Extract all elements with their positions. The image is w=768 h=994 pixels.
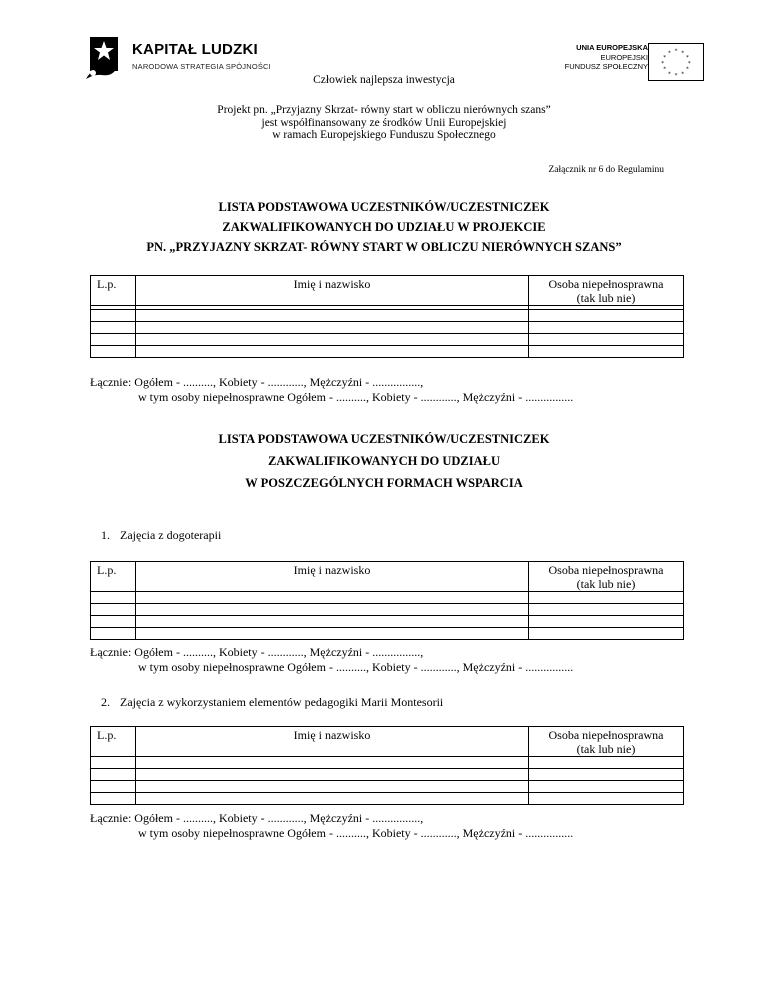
eu-logo-line3: FUNDUSZ SPOŁECZNY	[564, 62, 648, 71]
summary-section-2	[90, 811, 573, 840]
header-disabled-line1: Osoba niepełnosprawna	[548, 728, 664, 742]
main-title-line-3: PN. „PRZYJAZNY SKRZAT- RÓWNY START W OBLICZU NIERÓWNYCH SZANS”	[146, 240, 622, 254]
header-name: Imię i nazwisko	[136, 276, 529, 306]
tagline: Człowiek najlepsza inwestycja	[313, 74, 455, 86]
table-row	[91, 310, 684, 322]
header-lp: L.p.	[91, 276, 136, 306]
table-row	[91, 769, 684, 781]
section-number: 2.	[101, 695, 110, 709]
svg-text:*: *	[681, 50, 685, 57]
eu-logo-line1: UNIA EUROPEJSKA	[576, 43, 648, 52]
header-disabled-line2: (tak lub nie)	[576, 577, 636, 591]
header-lp: L.p.	[91, 562, 136, 592]
header-name: Imię i nazwisko	[136, 562, 529, 592]
table-row	[91, 334, 684, 346]
main-title-line-2: ZAKWALIFIKOWANYCH DO UDZIAŁU W PROJEKCIE	[222, 220, 546, 234]
header-name: Imię i nazwisko	[136, 727, 529, 757]
svg-text:*: *	[685, 66, 689, 73]
table-row	[91, 757, 684, 769]
svg-text:*: *	[681, 71, 685, 78]
svg-text:*: *	[685, 55, 689, 62]
project-line-1: Projekt pn. „Przyjazny Skrzat- równy start w obliczu nierównych szans”	[217, 104, 551, 116]
logo-left-title: KAPITAŁ LUDZKI	[132, 41, 258, 58]
header-disabled	[529, 727, 684, 757]
svg-text:*: *	[661, 60, 665, 67]
summary-line-1: Łącznie: Ogółem - .........., Kobiety - ............, Mężczyźni - ................,	[90, 645, 424, 659]
project-line-2: jest współfinansowany ze środków Unii Europejskiej	[261, 116, 507, 129]
summary-line-2: w tym osoby niepełnosprawne Ogółem - .........., Kobiety - ............, Mężczyźni - ................	[138, 659, 574, 674]
table-row	[91, 322, 684, 334]
second-title-line-3: W POSZCZEGÓLNYCH FORMACH WSPARCIA	[245, 476, 523, 490]
summary-line-2: w tym osoby niepełnosprawne Ogółem - .........., Kobiety - ............, Mężczyźni - ................	[138, 825, 574, 840]
svg-text:*: *	[687, 60, 691, 67]
svg-text:*: *	[663, 55, 667, 62]
section-heading-1	[80, 528, 221, 543]
participants-table-section-2	[90, 726, 684, 805]
logo-left-subtitle: NARODOWA STRATEGIA SPÓJNOŚCI	[132, 62, 271, 71]
svg-text:*: *	[674, 48, 678, 55]
table-row	[91, 592, 684, 604]
header-disabled-line2: (tak lub nie)	[576, 742, 636, 756]
table-row	[91, 781, 684, 793]
svg-text:*: *	[674, 73, 678, 80]
svg-text:*: *	[667, 50, 671, 57]
svg-text:*: *	[663, 66, 667, 73]
table-row	[91, 628, 684, 640]
section-number: 1.	[101, 528, 110, 542]
summary-line-1: Łącznie: Ogółem - .........., Kobiety - ............, Mężczyźni - ................,	[90, 811, 424, 825]
annex-note: Załącznik nr 6 do Regulaminu	[548, 165, 664, 175]
main-title-line-1: LISTA PODSTAWOWA UCZESTNIKÓW/UCZESTNICZEK	[218, 200, 550, 214]
summary-line-1: Łącznie: Ogółem - .........., Kobiety - ............, Mężczyźni - ................,	[90, 375, 424, 389]
summary-section-1	[90, 645, 573, 674]
summary-main	[90, 375, 573, 404]
project-line-3: w ramach Europejskiego Funduszu Społecznego	[272, 129, 496, 141]
header-disabled-line1: Osoba niepełnosprawna	[548, 277, 664, 291]
project-description	[0, 104, 768, 142]
table-row	[91, 793, 684, 805]
participants-table-section-1	[90, 561, 684, 640]
table-header-row	[91, 276, 684, 306]
eu-logo-line2: EUROPEJSKI	[600, 52, 648, 62]
eu-logo-text	[565, 43, 648, 72]
header-disabled-line2: (tak lub nie)	[576, 291, 636, 305]
section-label: Zajęcia z dogoterapii	[120, 528, 222, 542]
header-disabled	[529, 562, 684, 592]
table-header-row	[91, 727, 684, 757]
table-row	[91, 616, 684, 628]
svg-text:*: *	[667, 71, 671, 78]
table-row	[91, 604, 684, 616]
table-row	[91, 346, 684, 358]
header-lp: L.p.	[91, 727, 136, 757]
summary-line-2: w tym osoby niepełnosprawne Ogółem - .........., Kobiety - ............, Mężczyźni - ................	[138, 389, 574, 404]
section-heading-2	[80, 695, 443, 710]
second-title-line-2: ZAKWALIFIKOWANYCH DO UDZIAŁU	[268, 454, 500, 468]
section-label: Zajęcia z wykorzystaniem elementów pedagogiki Marii Montesorii	[120, 695, 444, 709]
second-title-line-1: LISTA PODSTAWOWA UCZESTNIKÓW/UCZESTNICZEK	[218, 432, 550, 446]
header-disabled	[529, 276, 684, 306]
header-disabled-line1: Osoba niepełnosprawna	[548, 563, 664, 577]
table-header-row	[91, 562, 684, 592]
participants-table-main	[90, 275, 684, 358]
